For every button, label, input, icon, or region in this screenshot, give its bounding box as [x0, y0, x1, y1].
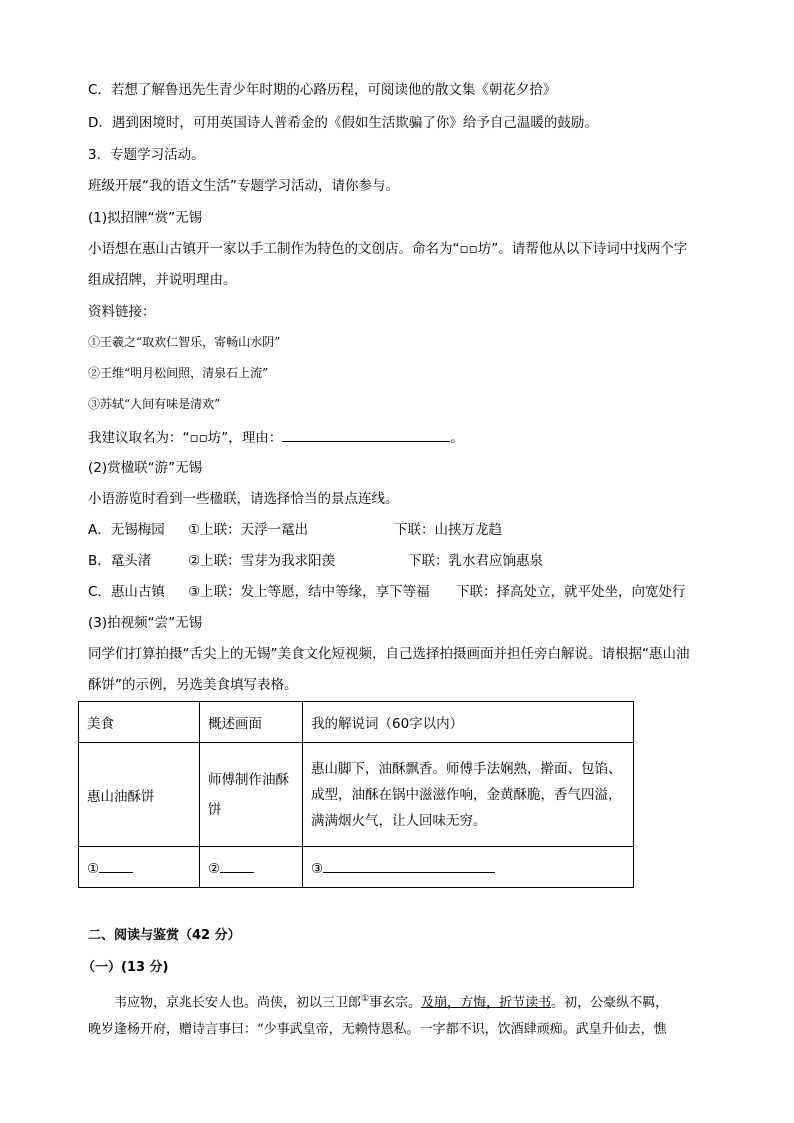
table-example-row [79, 743, 634, 847]
passage-line-2: 晚岁逢杨开府，赠诗言事曰：“少事武皇帝，无赖恃恩私。一字都不识，饮酒肆顽痴。武皇升仙去，憔 [88, 1022, 667, 1037]
couplet-1-down: 下联：山挟万龙趋 [394, 522, 502, 538]
example-food: 惠山油酥饼 [79, 743, 200, 847]
name-suggestion-end: 。 [450, 430, 464, 446]
reason-blank[interactable] [282, 427, 450, 442]
example-narration: 惠山脚下，油酥飘香。师傅手法娴熟，擀面、包馅、成型，油酥在锅中滋滋作响，金黄酥脆，香气四溢，满满烟火气，让人回味无穷。 [303, 743, 634, 847]
spot-c: C．惠山古镇 [88, 584, 165, 600]
couplet-2-up: 上联：雪芽为我求阳羡 [200, 553, 336, 569]
answer-narration-cell[interactable] [303, 847, 634, 888]
activity-intro: 班级开展“我的语文生活”专题学习活动，请你参与。 [88, 178, 399, 194]
answer-food-cell[interactable] [79, 847, 200, 888]
footnote-marker: ① [361, 994, 370, 1004]
subtask-2-title: (2)赏楹联“游”无锡 [88, 460, 203, 476]
header-narration: 我的解说词（60字以内） [303, 702, 634, 743]
spot-b: B．鼋头渚 [88, 553, 152, 569]
answer-narration-num: ③ [311, 860, 324, 877]
underlined-sentence: 及崩，方悔，折节读书 [421, 995, 552, 1011]
passage-text-1b: 事玄宗。 [369, 995, 422, 1011]
section-title: 二、阅读与鉴赏（42 分） [88, 928, 241, 943]
passage-text-1a: 韦应物，京兆长安人也。尚侠，初以三卫郎 [114, 995, 362, 1011]
option-d-line: D．遇到困境时，可用英国诗人普希金的《假如生活欺骗了你》给予自己温暖的鼓励。 [88, 115, 598, 131]
couplet-3-num: ③ [188, 584, 201, 600]
passage-line-1 [88, 985, 710, 1017]
couplet-1-num: ① [188, 522, 201, 538]
material-3: ③苏轼“人间有味是清欢” [88, 397, 221, 411]
table-header-row [79, 702, 634, 743]
answer-scene-cell[interactable] [200, 847, 303, 888]
header-food: 美食 [79, 702, 200, 743]
couplet-3-up: 上联：发上等愿，结中等缘，享下等福 [200, 584, 430, 600]
couplet-2-down: 下联：乳水君应饷惠泉 [408, 553, 543, 569]
subtask-1-prompt-line1: 小语想在惠山古镇开一家以手工制作为特色的文创店。命名为“▫▫坊”。请帮他从以下诗词中找两个字 [88, 241, 688, 257]
subtask-3-title: (3)拍视频“尝”无锡 [88, 615, 203, 631]
section-subtitle: （一）(13 分) [82, 960, 169, 975]
subtask-3-prompt-line2: 酥饼”的示例，另选美食填写表格。 [88, 677, 298, 693]
question-3-title: 3．专题学习活动。 [88, 147, 205, 163]
passage-text-1c: 。初，公豪纵不羁， [551, 995, 669, 1011]
header-scene: 概述画面 [200, 702, 303, 743]
material-2: ②王维“明月松间照，清泉石上流” [88, 366, 269, 380]
answer-food-num: ① [87, 860, 100, 877]
option-c-line: C．若想了解鲁迅先生青少年时期的心路历程，可阅读他的散文集《朝花夕拾》 [88, 82, 557, 98]
subtask-3-prompt-line1: 同学们打算拍摄“舌尖上的无锡”美食文化短视频，自己选择拍摄画面并担任旁白解说。请根据“惠山油 [88, 646, 690, 662]
couplet-2 [188, 551, 335, 571]
answer-scene-blank[interactable] [220, 858, 254, 873]
table-answer-row [79, 847, 634, 888]
materials-label: 资料链接： [88, 304, 156, 320]
couplet-1 [188, 520, 308, 540]
answer-scene-num: ② [208, 860, 221, 877]
material-1: ①王羲之“取欢仁智乐，寄畅山水阴” [88, 335, 281, 349]
couplet-1-up: 上联：天浮一鼋出 [200, 522, 309, 538]
spot-a: A．无锡梅园 [88, 522, 165, 538]
answer-narration-blank[interactable] [323, 858, 495, 873]
example-scene: 师傅制作油酥饼 [200, 743, 303, 847]
name-suggestion-text: 我建议取名为：“▫▫坊”，理由： [88, 430, 283, 446]
couplet-2-num: ② [188, 553, 201, 569]
subtask-1-prompt-line2: 组成招牌，并说明理由。 [88, 272, 237, 288]
subtask-2-prompt: 小语游览时看到一些楹联，请选择恰当的景点连线。 [88, 491, 399, 507]
couplet-3-down: 下联：择高处立，就平处坐，向宽处行 [456, 584, 686, 600]
subtask-1-title: (1)拟招牌“赏”无锡 [88, 210, 203, 226]
name-suggestion-line [88, 427, 464, 448]
answer-food-blank[interactable] [99, 858, 133, 873]
couplet-3 [188, 582, 430, 602]
food-table [78, 701, 634, 888]
